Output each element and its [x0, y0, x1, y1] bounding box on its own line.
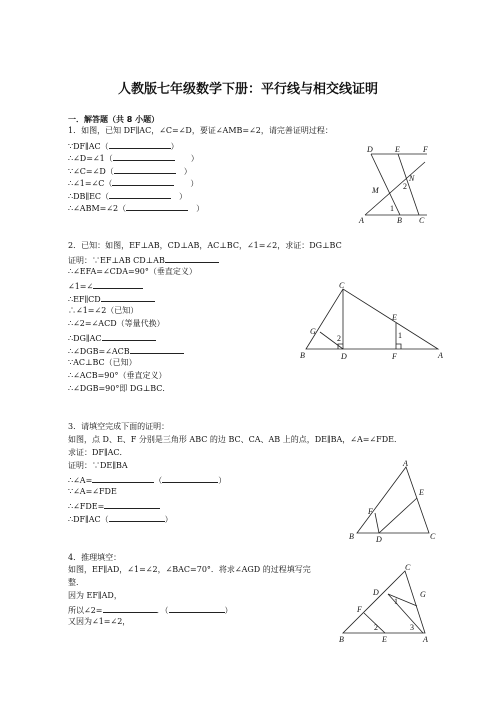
- q1-step-5: ∴DB∥EC（ ）: [68, 192, 188, 201]
- q2-prompt: 2．已知：如图，EF⊥AB，CD⊥AB，AC⊥BC，∠1=∠2，求证：DG⊥BC: [68, 241, 342, 250]
- label-b: B: [339, 635, 344, 643]
- q2-step-5: ∴∠1=∠2（已知）: [68, 306, 139, 315]
- label-a: A: [359, 216, 364, 225]
- q2-step-1: 证明：∵EF⊥AB CD⊥AB: [68, 254, 219, 266]
- label-a: A: [438, 351, 443, 360]
- page-title: 人教版七年级数学下册：平行线与相交线证明: [117, 82, 378, 97]
- label-b: B: [397, 216, 402, 225]
- segment-df: [375, 513, 379, 533]
- label-d: D: [367, 145, 373, 154]
- label-e: E: [382, 635, 387, 643]
- label-d: D: [373, 588, 379, 597]
- q1-prompt: 1．如图，已知 DF∥AC，∠C=∠D，要证∠AMB=∠2，请完善证明过程：: [68, 126, 333, 135]
- label-g: G: [420, 590, 426, 599]
- label-c: C: [419, 216, 425, 225]
- q4-step-2: 所以∠2= ．（ ）: [68, 606, 233, 615]
- q3-step-5: ∴DF∥AC（ ）: [68, 515, 173, 524]
- q4-step-1: 因为 EF∥AD，: [68, 591, 122, 600]
- triangle-abc: [306, 289, 438, 349]
- q1-step-2: ∴∠D=∠1（ ）: [68, 154, 199, 163]
- q2-step-7: ∴DG∥AC: [68, 332, 156, 344]
- q1-blank-3[interactable]: [114, 165, 176, 174]
- q3-blank-4[interactable]: [109, 513, 165, 522]
- label-m: M: [372, 186, 379, 195]
- q2-blank-3[interactable]: [101, 293, 155, 302]
- label-c: C: [339, 281, 345, 290]
- label-f: F: [368, 507, 373, 516]
- q4-blank-2[interactable]: [169, 604, 225, 613]
- label-angle-1: 1: [394, 597, 398, 606]
- label-angle-2: 2: [337, 334, 341, 343]
- q2-blank-2[interactable]: [93, 280, 143, 289]
- label-e: E: [419, 488, 424, 497]
- q2-step-2: ∴∠EFA=∠CDA=90°（垂直定义）: [68, 267, 197, 276]
- q1-blank-5[interactable]: [109, 190, 171, 199]
- label-angle-1: 1: [390, 204, 394, 213]
- label-c: C: [430, 532, 436, 541]
- q3-blank-2[interactable]: [162, 474, 218, 483]
- q2-blank-4[interactable]: [102, 332, 156, 341]
- label-angle-1: 1: [398, 331, 402, 340]
- segment-ec: [398, 154, 419, 215]
- q3-step-4: ∴∠FDE=: [68, 500, 160, 512]
- label-b: B: [349, 532, 354, 541]
- q3-description: 如图，点 D、E、F 分别是三角形 ABC 的边 BC、CA、AB 上的点，DE∥BA，∠A=∠FDE．: [68, 435, 402, 444]
- q1-blank-4[interactable]: [112, 177, 174, 186]
- label-angle-2: 2: [403, 182, 407, 191]
- q2-step-3: ∠1=∠: [68, 280, 143, 292]
- segment-de: [379, 498, 417, 533]
- q2-step-6: ∴∠2=∠ACD（等量代换）: [68, 319, 165, 328]
- label-a: A: [423, 635, 428, 643]
- label-e: E: [392, 313, 397, 322]
- q1-blank-2[interactable]: [113, 152, 175, 161]
- q2-step-11: ∴∠DGB=90°即 DG⊥BC．: [68, 384, 171, 393]
- label-n: N: [409, 174, 415, 183]
- label-g: G: [310, 327, 316, 336]
- label-f: F: [392, 352, 397, 361]
- q1-step-1: ∵DF∥AC（ ）: [68, 142, 179, 151]
- label-b: B: [300, 351, 305, 360]
- label-f: F: [423, 145, 428, 154]
- q3-prompt: 3．请填空完成下面的证明：: [68, 422, 170, 431]
- q2-step-4: ∴EF∥CD: [68, 293, 155, 305]
- q3-blank-1[interactable]: [92, 474, 154, 483]
- label-a: A: [403, 459, 408, 468]
- q2-blank-5[interactable]: [130, 345, 184, 354]
- q3-goal: 求证：DF∥AC．: [68, 448, 128, 457]
- q2-step-10: ∴∠ACB=90°（垂直定义）: [68, 371, 167, 380]
- label-e: E: [395, 145, 400, 154]
- q3-blank-3[interactable]: [104, 500, 160, 509]
- q1-figure: [355, 145, 445, 225]
- q1-step-4: ∴∠1=∠C（ ）: [68, 179, 199, 188]
- q4-blank-1[interactable]: [103, 604, 157, 613]
- q2-figure: [298, 280, 448, 362]
- q1-blank-6[interactable]: [126, 202, 188, 211]
- label-f: F: [357, 605, 362, 614]
- q1-blank-1[interactable]: [109, 140, 171, 149]
- label-angle-3: 3: [410, 623, 414, 632]
- label-c: C: [405, 563, 411, 572]
- right-angle-f: [396, 344, 401, 349]
- label-angle-2: 2: [374, 623, 378, 632]
- q3-figure: [345, 457, 441, 543]
- label-d: D: [341, 352, 347, 361]
- q3-step-1: 证明：∵DE∥BA: [68, 461, 128, 470]
- q4-description: 如图，EF∥AD，∠1=∠2，∠BAC=70°．将求∠AGD 的过程填写完: [68, 565, 311, 574]
- q3-step-3: ∵∠A=∠FDE: [68, 487, 117, 496]
- q4-figure: [335, 559, 435, 643]
- q1-step-3: ∵∠C=∠D（ ）: [68, 167, 192, 176]
- q2-blank-1[interactable]: [165, 254, 219, 263]
- q2-step-8: ∴∠DGB=∠ACB: [68, 345, 184, 357]
- section-heading: 一．解答题（共 8 小题）: [68, 115, 160, 124]
- q4-step-3: 又因为∠1=∠2，: [68, 617, 131, 626]
- q3-step-2: ∴∠A= （ ）: [68, 476, 227, 485]
- triangle-abc: [357, 467, 429, 533]
- q4-description-cont: 整．: [68, 578, 84, 587]
- q4-prompt: 4．推理填空：: [68, 553, 122, 562]
- q2-step-9: ∵AC⊥BC（已知）: [68, 358, 137, 367]
- label-d: D: [376, 535, 382, 543]
- q1-step-6: ∴∠ABM=∠2（ ）: [68, 204, 205, 213]
